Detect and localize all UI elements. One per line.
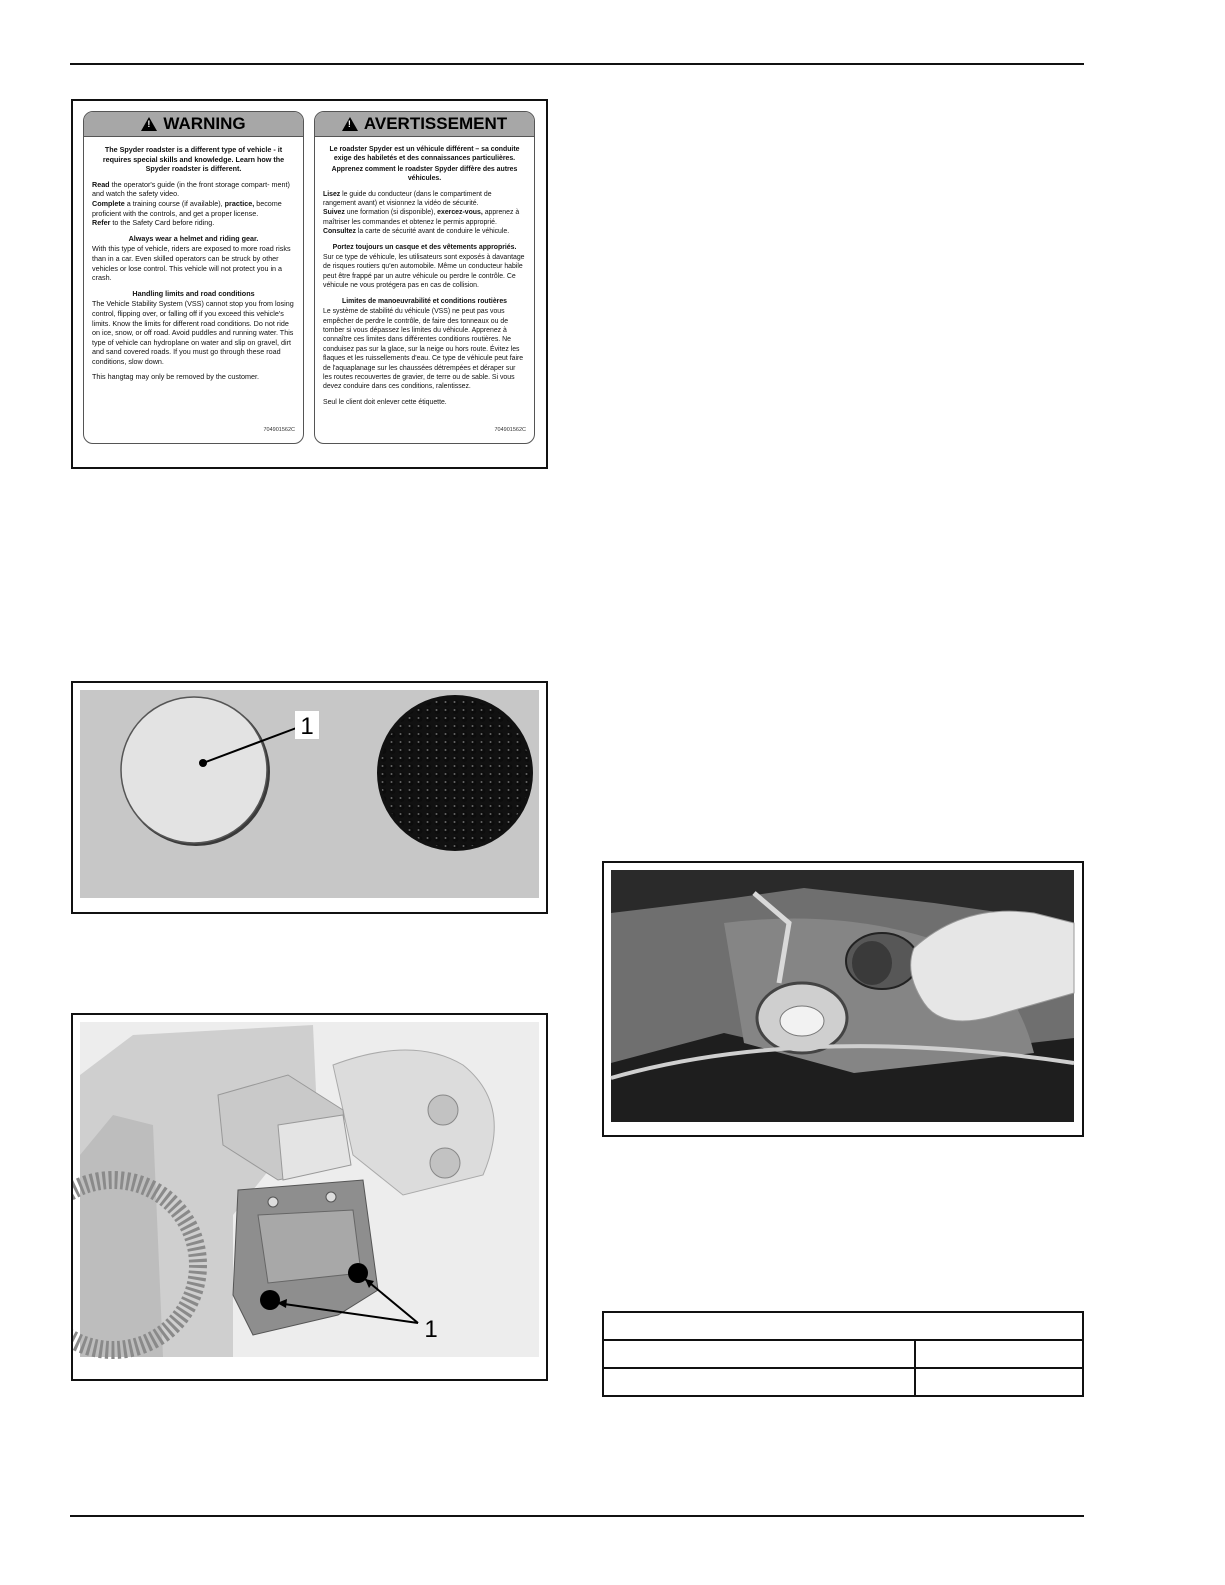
- warning-intro: The Spyder roadster is a different type of vehicle - it requires special skills and knowledge. Learn how the Spyder roadster is different.: [102, 145, 285, 174]
- helmet-heading: Always wear a helmet and riding gear.: [128, 233, 259, 243]
- bracket-inner: [258, 1210, 361, 1283]
- casque-heading: Portez toujours un casque et des vêtements appropriés.: [332, 243, 517, 251]
- tag-code: 704901562C: [263, 427, 295, 433]
- avertissement-header: [315, 112, 534, 137]
- warning-triangle-icon: [141, 117, 157, 131]
- fr-instructions: [323, 190, 526, 237]
- bracket-bolt-1: [268, 1197, 278, 1207]
- exercez-label: exercez-vous,: [437, 209, 483, 217]
- avertissement-title: AVERTISSEMENT: [363, 114, 508, 133]
- plug-callout-number: 1: [300, 713, 314, 740]
- limits-heading: Handling limits and road conditions: [132, 288, 255, 298]
- complete-label: Complete: [92, 198, 125, 208]
- lisez-text: le guide du conducteur (dans le compartiment de rangement avant) et visionnez la vidéo de sécurité.: [323, 190, 492, 208]
- tag-code-fr: 704901562C: [494, 427, 526, 433]
- hangtag-figure: [71, 99, 548, 469]
- exercez-text: apprenez à maîtriser les commandes et obtenez le permis approprié.: [323, 209, 520, 226]
- warning-title: WARNING: [163, 114, 246, 133]
- callout-dot-left: [260, 1290, 280, 1310]
- bracket-figure: [71, 1013, 548, 1381]
- plug-photo: [73, 683, 546, 912]
- velcro-texture: [380, 698, 530, 848]
- warning-body: [84, 137, 303, 382]
- suivez-text: une formation (si disponible),: [346, 209, 436, 217]
- white-plug: [121, 697, 267, 843]
- table-row: [603, 1340, 1083, 1368]
- helmet-text: With this type of vehicle, riders are exposed to more road risks than in a car. Even skilled operators can be struck by other vehicles or lose control. This vehicle will not protect you in a crash.: [92, 244, 291, 283]
- footer-rule: [70, 1515, 1084, 1517]
- filler-opening: [780, 1006, 824, 1036]
- table-header-row: [603, 1312, 1083, 1340]
- table-cell: [603, 1340, 915, 1368]
- spec-table: [602, 1311, 1084, 1397]
- bolt-head-2: [430, 1148, 460, 1178]
- table-header-cell: [603, 1312, 1083, 1340]
- practice-label: practice,: [224, 198, 255, 208]
- hangtag-french: [314, 111, 535, 444]
- bracket-render: [73, 1015, 546, 1379]
- frame-side: [80, 1115, 163, 1357]
- refer-text: to the Safety Card before riding.: [112, 218, 215, 228]
- table-cell: [915, 1340, 1083, 1368]
- warning-instructions: [92, 180, 295, 228]
- bracket-bolt-2: [326, 1192, 336, 1202]
- limites-heading: Limites de manoeuvrabilité et conditions routières: [341, 297, 508, 305]
- avertissement-body: [315, 137, 534, 407]
- callout-dot: [199, 759, 207, 767]
- fuel-cap-threads: [852, 941, 892, 985]
- limits-text: The Vehicle Stability System (VSS) cannot stop you from losing control, flipping over, or falling off if you exceed this vehicle's limits. Know the limits for different road conditions. Do not ride on ice, snow, or off road. Avoid puddles and running water. This type of vehicle can hydroplane on water and slip on gravel, dirt and sand covered roads. If you must go through these road conditions, slow down.: [92, 299, 294, 366]
- fuel-cap-photo: [604, 863, 1082, 1135]
- table-cell: [603, 1368, 915, 1396]
- consultez-label: Consultez: [323, 228, 356, 236]
- fr-intro-1: Le roadster Spyder est un véhicule différent – sa conduite exige des habiletés et des connaissances particulières.: [329, 146, 520, 163]
- read-label: Read: [92, 179, 110, 189]
- practice-text: become proficient with the controls, and get a proper license.: [92, 198, 282, 218]
- bracket-callout-number: 1: [424, 1316, 438, 1343]
- table-cell: [915, 1368, 1083, 1396]
- warning-triangle-icon: [342, 117, 358, 131]
- refer-label: Refer: [92, 218, 111, 228]
- hangtag-english: [83, 111, 304, 444]
- suivez-label: Suivez: [323, 209, 345, 217]
- bolt-head-1: [428, 1095, 458, 1125]
- warning-header: [84, 112, 303, 137]
- read-text: the operator's guide (in the front storage compart- ment) and watch the safety video.: [92, 179, 290, 199]
- plug-figure: [71, 681, 548, 914]
- fr-intro-2: Apprenez comment le roadster Spyder diffère des autres véhicules.: [331, 165, 518, 183]
- removal-text: This hangtag may only be removed by the customer.: [92, 372, 259, 382]
- consultez-text: la carte de sécurité avant de conduire le véhicule.: [357, 228, 510, 236]
- lisez-label: Lisez: [323, 190, 341, 198]
- casque-text: Sur ce type de véhicule, les utilisateurs sont exposés à davantage de risques routiers qu'en automobile. Même un conducteur habile peut être frappé par un autre véhicule ou perdre le contrôle. Ce véhicule ne vous protégera pas en cas de collision.: [323, 254, 525, 290]
- table-row: [603, 1368, 1083, 1396]
- fuel-cap-figure: [602, 861, 1084, 1137]
- header-rule: [70, 63, 1084, 65]
- complete-text: a training course (if available),: [126, 198, 223, 208]
- limites-text: Le système de stabilité du véhicule (VSS) ne peut pas vous empêcher de perdre le contrôle, de faire des tonneaux ou de tomber si vous dépassez les limites du véhicule. Apprenez à connaître ces limites dans différentes conditions routières. Ne conduisez pas sur la glace, sur la neige ou hors route. Évitez les flaques et les ruissellements d'eau. Ce type de véhicule peut faire de l'aquaplanage sur les chaussées détrempées et déraper sur les routes recouvertes de gravier, de terre ou de sable. Si vous devez conduire dans ces conditions, ralentissez.: [323, 308, 524, 391]
- fr-removal-text: Seul le client doit enlever cette étiquette.: [323, 398, 447, 406]
